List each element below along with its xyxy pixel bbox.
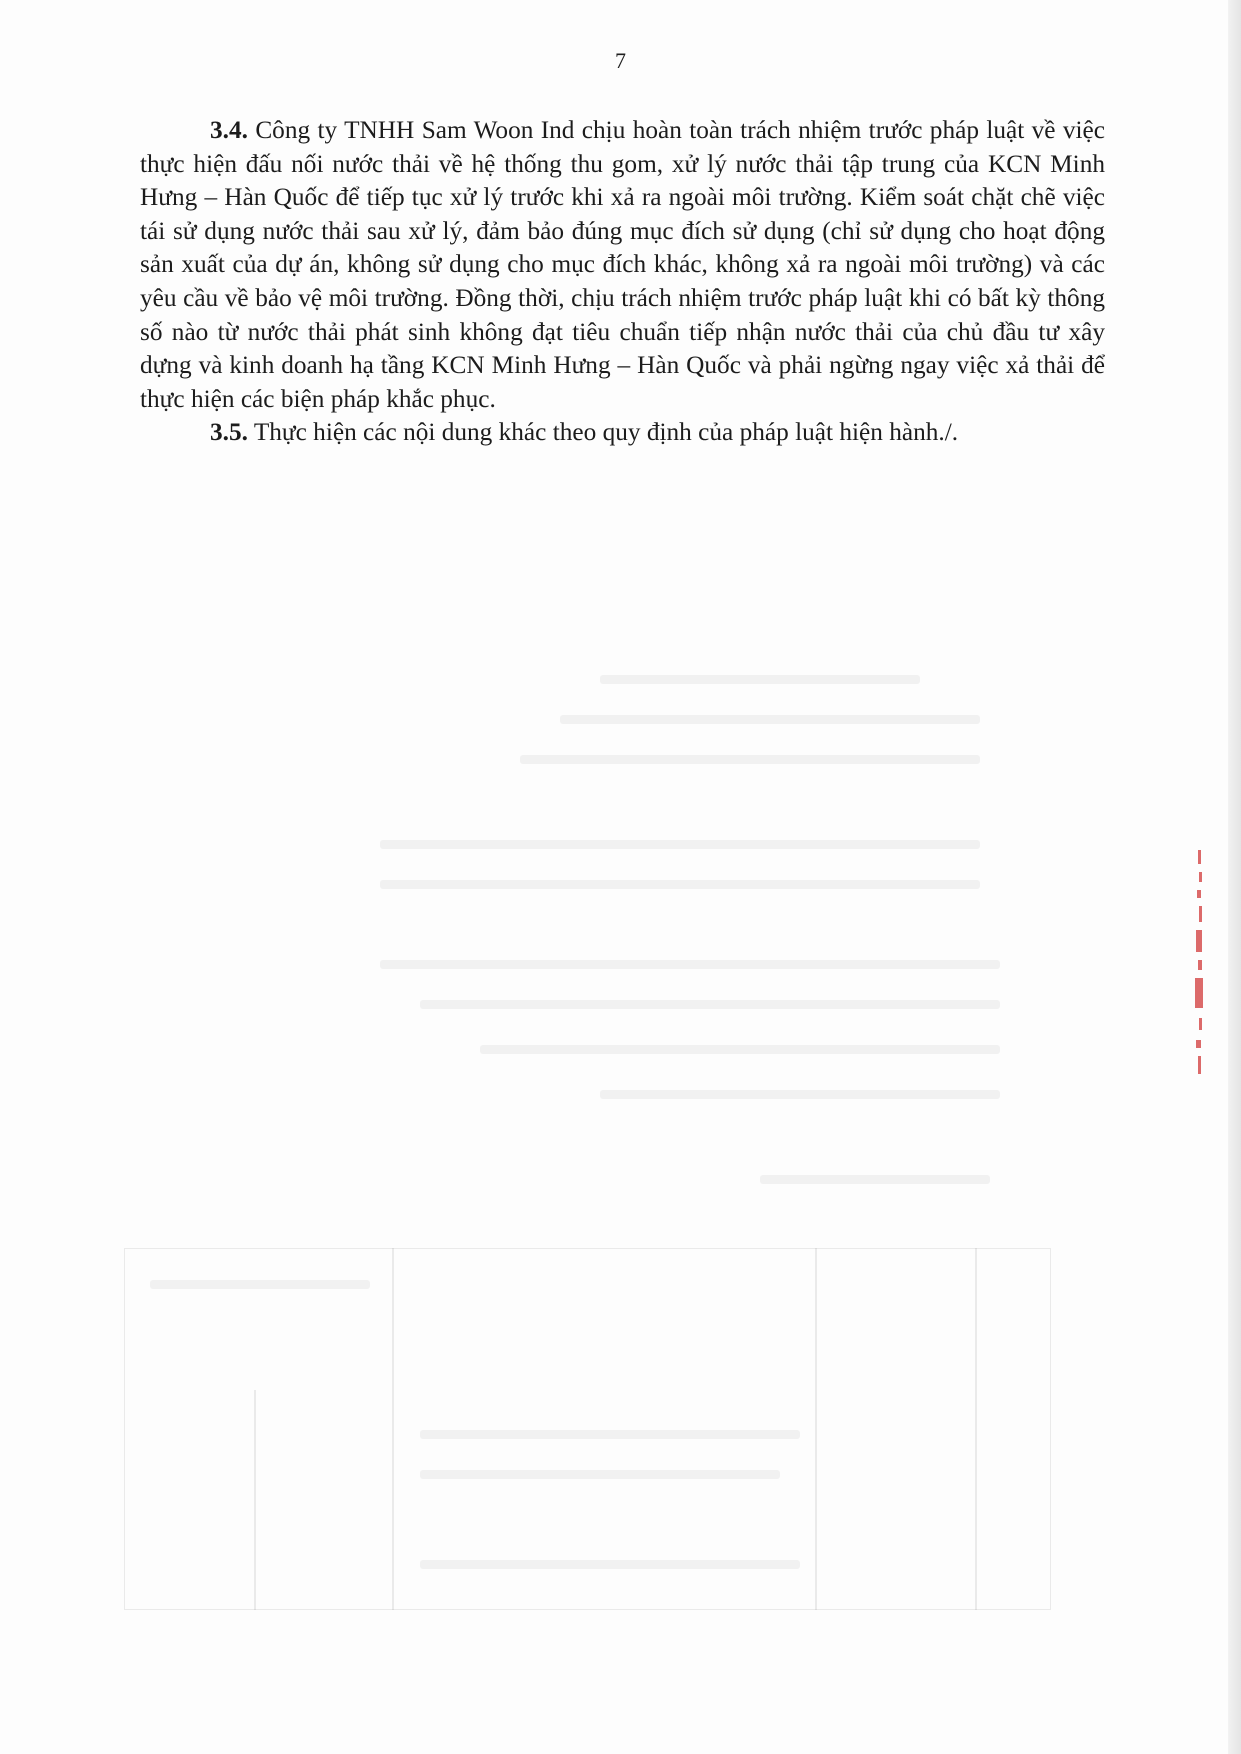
ghost-text-line <box>420 1560 800 1569</box>
ghost-text-line <box>600 675 920 684</box>
ghost-table-divider <box>254 1390 256 1610</box>
ghost-text-line <box>560 715 980 724</box>
ghost-table-divider <box>815 1248 817 1610</box>
ghost-table-outline <box>124 1248 1051 1610</box>
ghost-table-divider <box>392 1248 394 1610</box>
paragraph-number: 3.4. <box>210 116 248 144</box>
paragraph-number: 3.5. <box>210 418 248 447</box>
body-text <box>140 114 1105 450</box>
ghost-text-line <box>520 755 980 764</box>
ghost-text-line <box>420 1430 800 1439</box>
ghost-text-line <box>600 1090 1000 1099</box>
ghost-text-line <box>480 1045 1000 1054</box>
paragraph-3-5 <box>140 416 1105 450</box>
ghost-text-line <box>150 1280 370 1289</box>
paragraph-text: Công ty TNHH Sam Woon Ind chịu hoàn toàn trách nhiệm trước pháp luật về việc thực hiện đấu nối nước thải về hệ thống thu gom, xử lý nước thải tập trung của KCN Minh Hưng – Hàn Quốc để tiếp tục xử lý trước khi xả ra ngoài môi trường. Kiểm soát chặt chẽ việc tái sử dụng nước thải sau xử lý, đảm bảo đúng mục đích sử dụng (chỉ sử dụng cho hoạt động sản xuất của dự án, không sử dụng cho mục đích khác, không xả ra ngoài môi trường) và các yêu cầu về bảo vệ môi trường. Đồng thời, chịu trách nhiệm trước pháp luật khi có bất kỳ thông số nào từ nước thải phát sinh không đạt tiêu chuẩn tiếp nhận nước thải của chủ đầu tư xây dựng và kinh doanh hạ tầng KCN Minh Hưng – Hàn Quốc và phải ngừng ngay việc xả thải để thực hiện các biện pháp khắc phục. <box>140 116 1105 413</box>
paragraph-text: Thực hiện các nội dung khác theo quy định của pháp luật hiện hành./. <box>247 418 959 447</box>
ghost-text-line <box>760 1175 990 1184</box>
ghost-text-line <box>420 1000 1000 1009</box>
ghost-text-line <box>380 840 980 849</box>
ghost-text-line <box>380 960 1000 969</box>
page-number: 7 <box>615 48 626 73</box>
stamp-edge-icon <box>1190 850 1212 1080</box>
paragraph-3-4 <box>140 114 1105 416</box>
scan-right-edge <box>1228 0 1241 1754</box>
ghost-table-divider <box>975 1248 977 1610</box>
ghost-text-line <box>380 880 980 889</box>
ghost-text-line <box>420 1470 780 1479</box>
